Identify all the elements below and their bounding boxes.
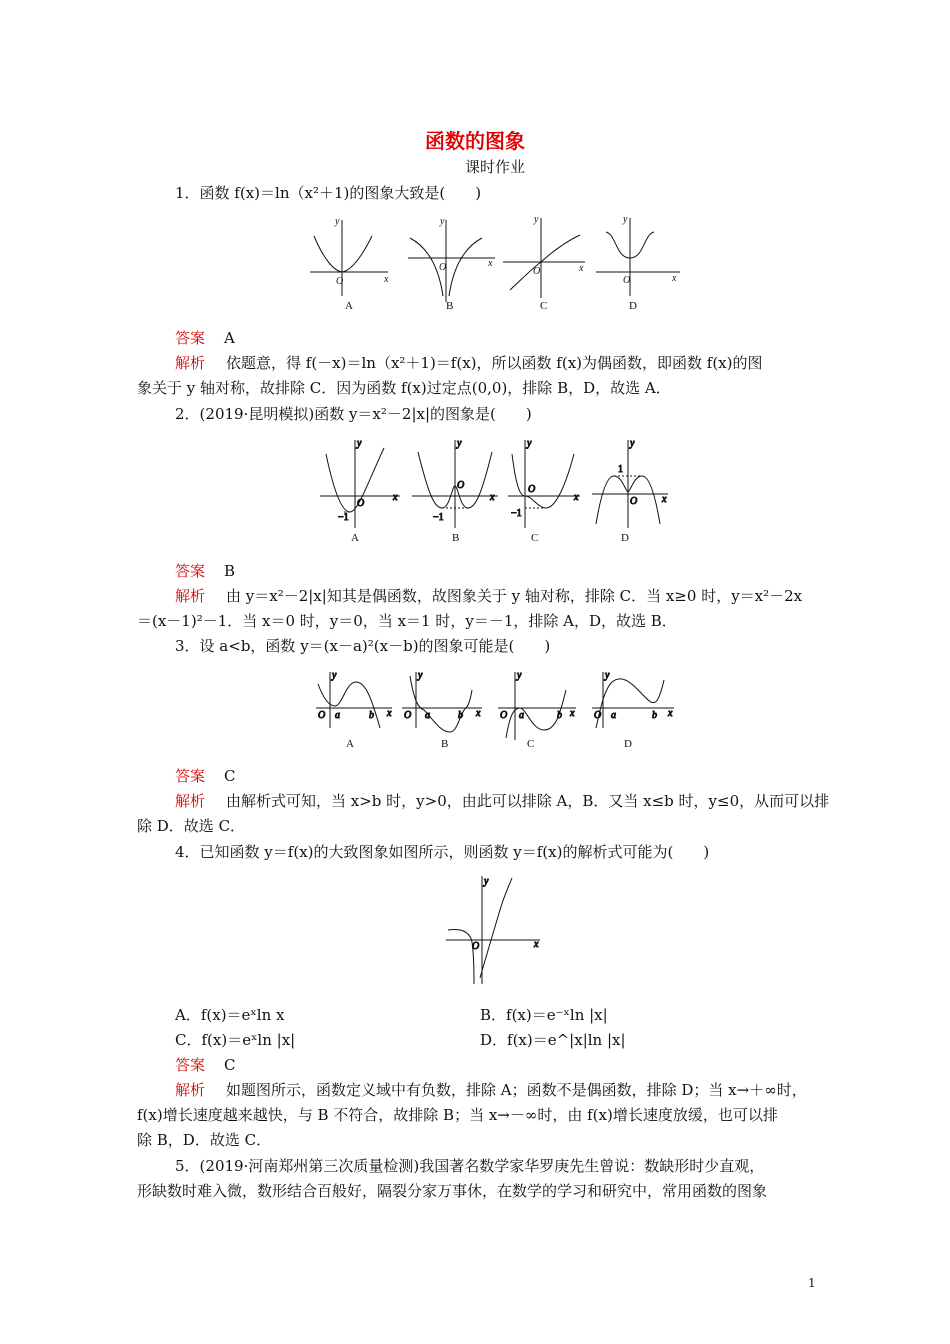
q2-option-d: D (621, 532, 629, 544)
question-5-stem-line-2: 形缺数时难入微，数形结合百般好，隔裂分家万事休，在数学的学习和研究中，常用函数的图象 (137, 1182, 768, 1200)
svg-text:y: y (357, 438, 362, 449)
svg-text:x: x (579, 263, 584, 274)
q2-option-b: B (452, 532, 460, 544)
question-5-stem-line-1: 5．(2019·河南郑州第三次质量检测)我国著名数学家华罗庚先生曾说：数缺形时少直观， (175, 1157, 765, 1175)
svg-text:x: x (672, 273, 677, 284)
svg-text:O: O (457, 480, 465, 491)
svg-text:−1: −1 (511, 508, 522, 519)
q4-choice-d: D．f(x)＝e^|x|ln |x| (480, 1031, 626, 1049)
q1-analysis-line-2: 象关于 y 轴对称，故排除 C．因为函数 f(x)过定点(0,0)，排除 B，D，故选 A． (137, 379, 671, 397)
svg-text:y: y (457, 438, 462, 449)
question-2-stem: 2．(2019·昆明模拟)函数 y＝x²－2|x|的图象是( ) (175, 405, 532, 423)
q4-analysis-line-3: 除 B，D．故选 C． (137, 1131, 272, 1149)
svg-text:O: O (630, 496, 638, 507)
svg-text:y: y (527, 438, 532, 449)
svg-text:y: y (332, 670, 337, 681)
question-1-stem: 1．函数 f(x)＝ln（x²＋1)的图象大致是( ) (175, 184, 482, 202)
q4-choice-b: B．f(x)＝e⁻ˣln |x| (480, 1006, 608, 1024)
q3-option-b: B (441, 738, 449, 750)
q1-option-c: C (540, 300, 548, 312)
svg-text:y: y (440, 216, 445, 227)
svg-text:b: b (369, 710, 374, 721)
svg-text:O: O (439, 262, 447, 273)
q4-analysis-label: 解析 (175, 1081, 206, 1099)
svg-text:y: y (630, 438, 635, 449)
q3-analysis-line-2: 除 D．故选 C． (137, 817, 246, 835)
q4-analysis-line-2: f(x)增长速度越来越快，与 B 不符合，故排除 B；当 x→－∞时，由 f(x)增长速度放缓，也可以排 (137, 1106, 778, 1124)
svg-text:a: a (611, 710, 616, 721)
svg-text:O: O (528, 484, 536, 495)
question-3-stem: 3．设 a<b，函数 y＝(x－a)²(x－b)的图象可能是( ) (175, 637, 551, 655)
svg-text:x: x (570, 708, 575, 719)
q2-answer-label: 答案 (175, 562, 206, 580)
svg-text:O: O (336, 276, 344, 287)
q3-option-a: A (346, 738, 354, 750)
svg-text:y: y (605, 670, 610, 681)
q3-answer: C (224, 767, 236, 785)
page-subtitle: 课时作业 (464, 158, 525, 176)
svg-text:1: 1 (618, 464, 623, 475)
svg-text:−1: −1 (338, 512, 349, 523)
q4-choice-a: A．f(x)＝eˣln x (175, 1006, 285, 1024)
page-title: 函数的图象 (425, 129, 525, 153)
q3-option-c: C (527, 738, 535, 750)
svg-text:O: O (357, 498, 365, 509)
q1-option-d: D (629, 300, 637, 312)
q2-analysis-label: 解析 (175, 587, 206, 605)
question-4-stem: 4．已知函数 y＝f(x)的大致图象如图所示，则函数 y＝f(x)的解析式可能为( ) (175, 843, 710, 861)
svg-text:y: y (517, 670, 522, 681)
q3-answer-label: 答案 (175, 767, 206, 785)
q1-analysis-label: 解析 (175, 354, 206, 372)
q4-answer-label: 答案 (175, 1056, 206, 1074)
svg-text:x: x (534, 939, 539, 950)
q1-answer-label: 答案 (175, 329, 206, 347)
svg-text:a: a (425, 710, 430, 721)
q1-answer: A (224, 329, 235, 347)
svg-text:−1: −1 (433, 512, 444, 523)
q3-analysis-line-1: 由解析式可知，当 x>b 时，y>0，由此可以排除 A，B．又当 x≤b 时，y≤0，从而可以排 (226, 792, 830, 810)
q3-option-d: D (624, 738, 632, 750)
svg-text:y: y (418, 670, 423, 681)
svg-text:x: x (476, 708, 481, 719)
svg-text:x: x (662, 494, 667, 505)
svg-text:O: O (623, 275, 631, 286)
svg-text:O: O (404, 710, 412, 721)
q2-option-c: C (531, 532, 539, 544)
q1-option-a: A (345, 300, 353, 312)
q2-analysis-line-2: ＝(x－1)²－1．当 x＝0 时，y＝0，当 x＝1 时，y＝－1，排除 A，D，故选 B． (137, 612, 677, 630)
svg-text:O: O (472, 941, 480, 952)
svg-text:y: y (335, 216, 340, 227)
svg-text:x: x (384, 274, 389, 285)
q1-analysis-line-1: 依题意，得 f(－x)＝ln（x²＋1)＝f(x)，所以函数 f(x)为偶函数，即函数 f(x)的图 (226, 354, 763, 372)
page-number: 1 (808, 1276, 816, 1290)
svg-text:y: y (534, 214, 539, 225)
svg-text:O: O (594, 710, 602, 721)
svg-text:x: x (387, 708, 392, 719)
q3-analysis-label: 解析 (175, 792, 206, 810)
q2-option-a: A (351, 532, 359, 544)
svg-text:x: x (393, 492, 398, 503)
svg-text:y: y (623, 214, 628, 225)
q1-option-b: B (446, 300, 454, 312)
svg-text:x: x (668, 708, 673, 719)
svg-text:b: b (458, 710, 463, 721)
q4-answer: C (224, 1056, 236, 1074)
svg-text:a: a (519, 710, 524, 721)
svg-text:O: O (318, 710, 326, 721)
svg-text:O: O (533, 266, 541, 277)
svg-text:x: x (574, 492, 579, 503)
q2-analysis-line-1: 由 y＝x²－2|x|知其是偶函数，故图象关于 y 轴对称，排除 C．当 x≥0 时，y＝x²－2x (226, 587, 803, 605)
q2-answer: B (224, 562, 236, 580)
svg-text:O: O (500, 710, 508, 721)
svg-text:b: b (652, 710, 657, 721)
svg-text:x: x (488, 258, 493, 269)
svg-text:x: x (490, 492, 495, 503)
svg-text:y: y (484, 876, 489, 887)
q4-choice-c: C．f(x)＝eˣln |x| (175, 1031, 296, 1049)
svg-text:b: b (557, 710, 562, 721)
svg-text:a: a (335, 710, 340, 721)
q4-analysis-line-1: 如题图所示，函数定义域中有负数，排除 A；函数不是偶函数，排除 D；当 x→＋∞时， (226, 1081, 807, 1099)
